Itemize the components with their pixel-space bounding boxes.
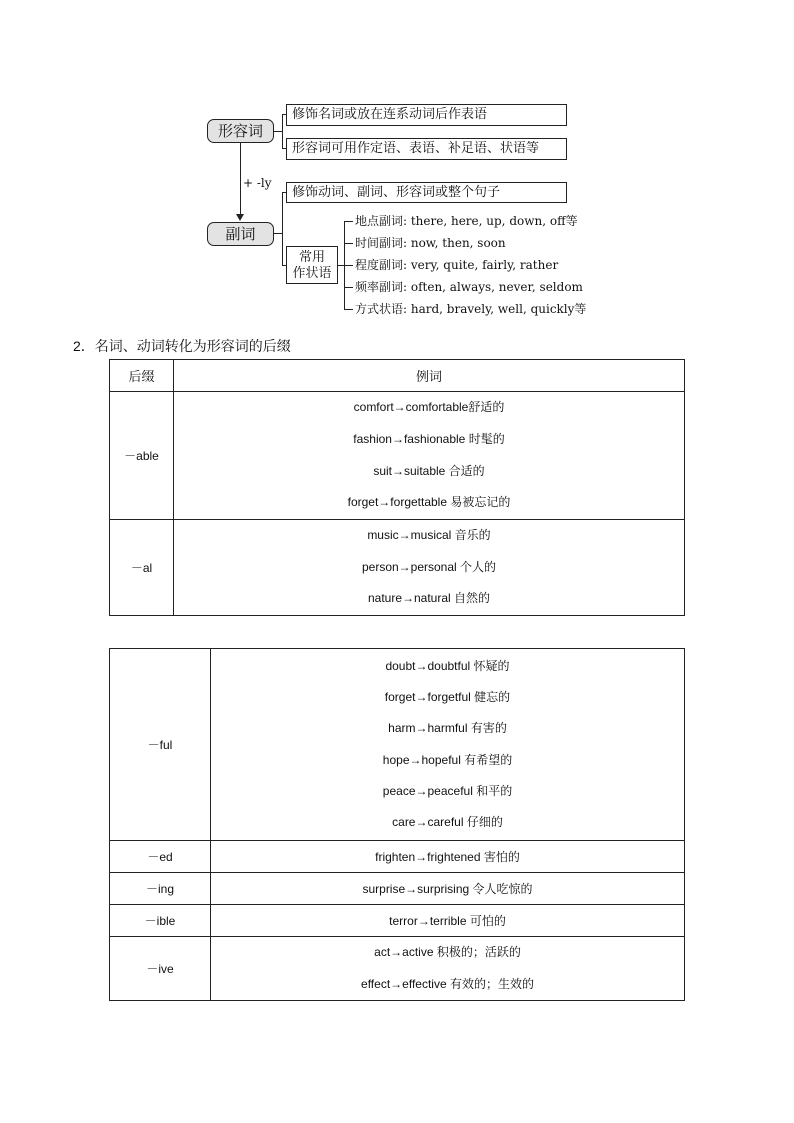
- header-examples: 例词: [174, 360, 685, 392]
- adverb-node: 副词: [207, 222, 274, 246]
- connector: [282, 114, 283, 149]
- table-row: [110, 520, 685, 616]
- example-word: peace→peaceful 和平的: [382, 783, 513, 798]
- adverb-type-item: 时间副词: now, then, soon: [355, 236, 506, 250]
- example-word: forget→forgettable 易被忘记的: [347, 495, 511, 510]
- example-word: music→musical 音乐的: [367, 528, 491, 542]
- arrow-head-icon: [236, 214, 244, 221]
- example-word: hope→hopeful 有希望的: [382, 752, 513, 767]
- arrow-label: + -ly: [243, 176, 272, 190]
- suffix-cell: －able: [110, 392, 174, 520]
- adverb-type-item: 方式状语: hard, bravely, well, quickly等: [355, 302, 587, 316]
- common-label-line: 作状语: [292, 266, 332, 281]
- example-word: care→careful 仔细的: [392, 815, 503, 830]
- connector: [344, 243, 353, 244]
- examples-cell: [174, 520, 685, 616]
- arrow-line: [240, 143, 241, 215]
- adverb-use-box: 修饰动词、副词、形容词或整个句子: [286, 182, 567, 203]
- suffix-cell: －al: [110, 520, 174, 616]
- common-adverbial-box: [286, 246, 338, 284]
- table-row: [110, 905, 685, 937]
- connector: [344, 265, 353, 266]
- example-word: nature→natural 自然的: [367, 591, 491, 606]
- examples-cell: [211, 649, 685, 841]
- connector: [274, 233, 282, 234]
- example-word: frighten→frightened 害怕的: [375, 850, 520, 864]
- examples-cell: [211, 873, 685, 905]
- example-word: comfort→comfortable舒适的: [353, 400, 505, 415]
- suffix-cell: －ed: [110, 841, 211, 873]
- examples-cell: [174, 392, 685, 520]
- adverb-type-item: 程度副词: very, quite, fairly, rather: [355, 258, 559, 272]
- connector: [282, 192, 283, 266]
- connector: [344, 221, 353, 222]
- adjective-use-box: 修饰名词或放在连系动词后作表语: [286, 104, 567, 126]
- examples-cell: [211, 905, 685, 937]
- connector: [344, 287, 353, 288]
- suffix-cell: －ible: [110, 905, 211, 937]
- example-word: doubt→doubtful 怀疑的: [385, 658, 510, 673]
- suffix-cell: －ing: [110, 873, 211, 905]
- suffix-cell: －ive: [110, 937, 211, 1001]
- table-row: [110, 873, 685, 905]
- example-word: fashion→fashionable 时髦的: [353, 431, 505, 446]
- example-word: suit→suitable 合适的: [373, 463, 485, 478]
- common-label-line: 常用: [298, 250, 325, 265]
- table-row: [110, 649, 685, 841]
- table-header-row: [110, 360, 685, 392]
- adverb-type-item: 频率副词: often, always, never, seldom: [355, 280, 583, 294]
- adjective-node: 形容词: [207, 119, 274, 143]
- example-word: effect→effective 有效的；生效的: [361, 976, 534, 991]
- header-suffix: 后缀: [110, 360, 174, 392]
- examples-cell: [211, 937, 685, 1001]
- adjective-use-box: 形容词可用作定语、表语、补足语、状语等: [286, 138, 567, 160]
- example-word: harm→harmful 有害的: [388, 721, 507, 736]
- suffix-table-2: [109, 648, 685, 1001]
- section-heading: 2．名词、动词转化为形容词的后缀: [73, 338, 291, 354]
- example-word: person→personal 个人的: [361, 559, 497, 574]
- connector: [274, 131, 282, 132]
- table-row: [110, 937, 685, 1001]
- example-word: act→active 积极的；活跃的: [374, 945, 521, 960]
- suffix-cell: －ful: [110, 649, 211, 841]
- example-word: terror→terrible 可怕的: [389, 914, 506, 928]
- connector: [344, 309, 353, 310]
- adverb-type-item: 地点副词: there, here, up, down, off等: [355, 214, 578, 228]
- table-row: [110, 841, 685, 873]
- example-word: surprise→surprising 令人吃惊的: [362, 882, 533, 896]
- example-word: forget→forgetful 健忘的: [384, 689, 511, 704]
- suffix-table-1: [109, 359, 685, 616]
- table-row: [110, 392, 685, 520]
- examples-cell: [211, 841, 685, 873]
